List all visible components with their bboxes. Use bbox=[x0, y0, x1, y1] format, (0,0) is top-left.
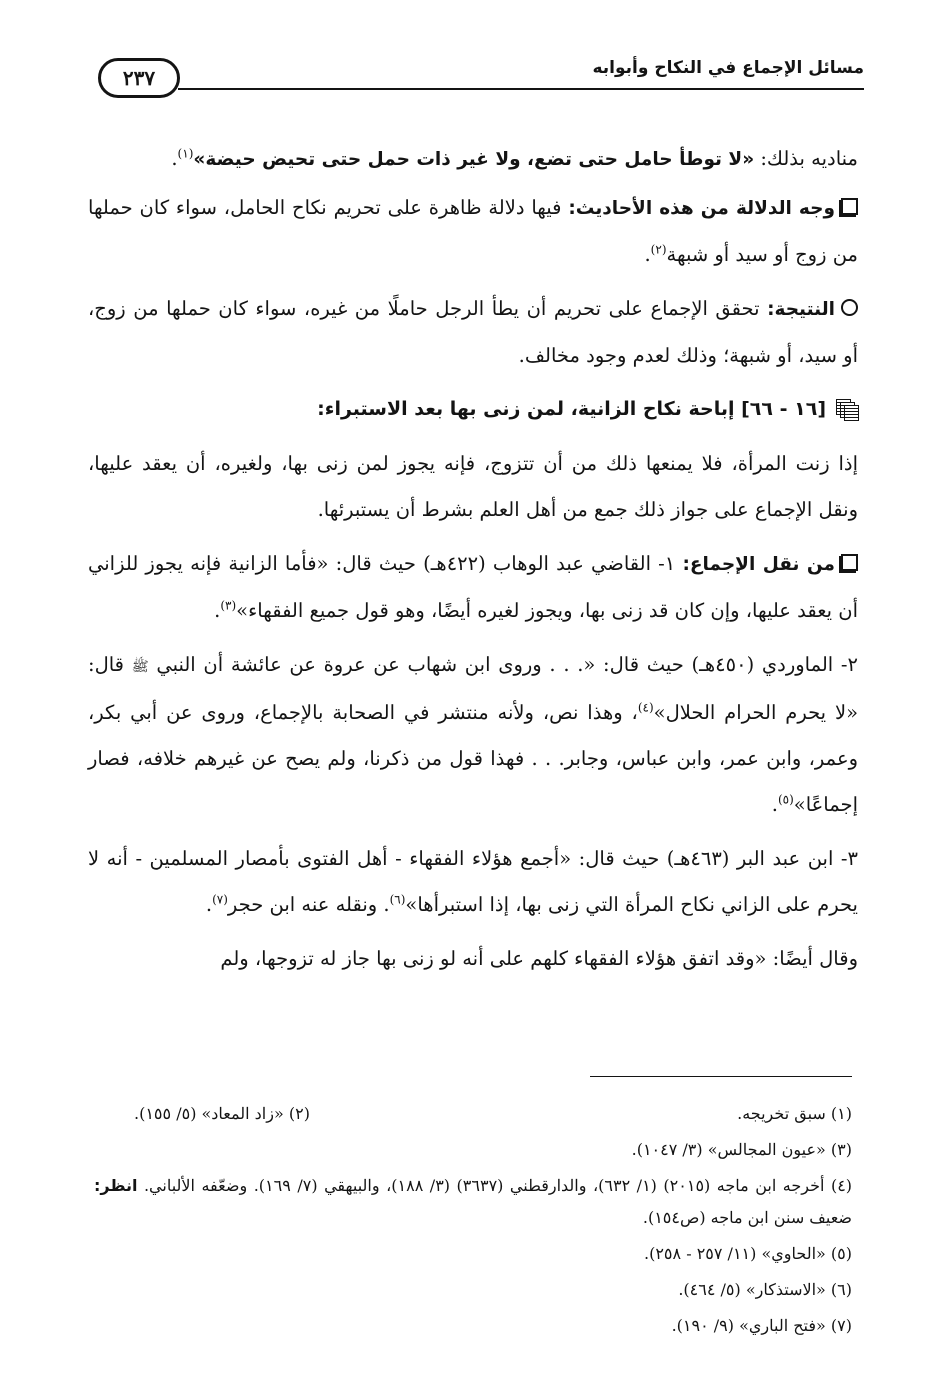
p4-text: إذا زنت المرأة، فلا يمنعها ذلك من أن تتزوج، فإنه يجوز لمن زنى بها، ولغيره، أن يعقد عليها، ونقل الإجماع على جواز ذلك جمع من أهل العلم بشرط أن يستبرئها. bbox=[88, 452, 858, 521]
paragraph-1 bbox=[88, 136, 858, 183]
page-number: ٢٣٧ bbox=[98, 58, 180, 98]
p2-text: فيها دلالة ظاهرة على تحريم نكاح الحامل، سواء كان حملها من زوج أو سيد أو شبهة bbox=[88, 196, 858, 266]
footnote-row-1-2 bbox=[94, 1098, 852, 1134]
footnote-5-text: (٥) «الحاوي» (١١/ ٢٥٧ - ٢٥٨). bbox=[644, 1244, 852, 1263]
footnote-ref-1: (١) bbox=[177, 146, 194, 161]
footnote-7-text: (٧) «فتح الباري» (٩/ ١٩٠). bbox=[671, 1316, 852, 1335]
running-title: مسائل الإجماع في النكاح وأبوابه bbox=[592, 58, 864, 78]
paragraph-3 bbox=[88, 286, 858, 379]
p2-end: . bbox=[644, 243, 651, 266]
stacked-pages-icon bbox=[836, 399, 858, 419]
p6-text-b: قال: «لا يحرم الحرام الحلال» bbox=[88, 653, 859, 724]
p8-text: وقال أيضًا: «وقد اتفق هؤلاء الفقهاء كلهم على أنه لو زنى بها جاز له تزوجها، ولم bbox=[220, 947, 858, 970]
p7-text-b: . ونقله عنه ابن حجر bbox=[227, 893, 390, 916]
paragraph-4 bbox=[88, 441, 858, 533]
circle-bullet-icon bbox=[841, 299, 858, 316]
footnote-ref-7: (٧) bbox=[212, 892, 228, 907]
footnote-7 bbox=[94, 1310, 852, 1346]
footnote-1: (١) سبق تخريجه. bbox=[737, 1104, 852, 1123]
paragraph-2 bbox=[88, 185, 858, 278]
footnote-ref-6: (٦) bbox=[389, 892, 406, 907]
paragraph-8 bbox=[88, 936, 858, 982]
p3-lead: النتيجة: bbox=[767, 299, 835, 320]
p5-text: ١- القاضي عبد الوهاب (٤٢٢هـ) حيث قال: «فأما الزانية فإنه يجوز للزاني أن يعقد عليها، وإن كان قد زنى بها، ويجوز لغيره أيضًا، وهو قول جميع الفقهاء» bbox=[88, 552, 858, 622]
pbuh-glyph: ﷺ bbox=[131, 659, 149, 675]
header-rule bbox=[178, 88, 864, 90]
footnote-5 bbox=[94, 1238, 852, 1274]
p1-text: مناديه بذلك: bbox=[754, 147, 858, 170]
footnote-4-rest: ضعيف سنن ابن ماجه (ص١٥٤). bbox=[642, 1208, 852, 1227]
footnote-3 bbox=[94, 1134, 852, 1170]
footnote-6 bbox=[94, 1274, 852, 1310]
p1-hadith-quote: «لا توطأ حامل حتى تضع، ولا غير ذات حمل حتى تحيض حيضة» bbox=[193, 149, 755, 170]
p7-end: . bbox=[205, 893, 213, 916]
paragraph-6 bbox=[88, 642, 858, 828]
page-header bbox=[98, 52, 864, 98]
p7-text-a: ٣- ابن عبد البر (٤٦٣هـ) حيث قال: «أجمع هؤلاء الفقهاء - أهل الفتوى بأمصار المسلمين - أنه لا يحرم على الزاني نكاح المرأة التي زنى بها، إذا استبرأها» bbox=[88, 847, 858, 916]
main-text bbox=[88, 136, 858, 990]
section-heading bbox=[88, 387, 858, 431]
p6-end: . bbox=[771, 793, 778, 816]
section-heading-text: [١٦ - ٦٦] إباحة نكاح الزانية، لمن زنى بها بعد الاستبراء: bbox=[317, 398, 826, 420]
paragraph-7 bbox=[88, 836, 858, 928]
footnote-separator bbox=[590, 1076, 852, 1077]
footnote-3-text: (٣) «عيون المجالس» (٣/ ١٠٤٧). bbox=[631, 1140, 852, 1159]
p3-text: تحقق الإجماع على تحريم أن يطأ الرجل حاملًا من غيره، سواء كان حملها من زوج، أو سيد، أو شبهة؛ وذلك لعدم وجود مخالف. bbox=[88, 297, 858, 367]
paragraph-5 bbox=[88, 541, 858, 634]
footnote-ref-2: (٢) bbox=[650, 242, 667, 257]
footnotes bbox=[94, 1098, 852, 1346]
footnote-ref-5: (٥) bbox=[777, 792, 794, 807]
footnote-ref-3: (٣) bbox=[220, 598, 237, 613]
p5-end: . bbox=[214, 599, 221, 622]
p6-text-a: ٢- الماوردي (٤٥٠هـ) حيث قال: «. . . وروى ابن شهاب عن عروة عن عائشة أن النبي bbox=[148, 653, 858, 676]
footnote-4 bbox=[94, 1170, 852, 1234]
square-bullet-icon bbox=[841, 554, 858, 571]
footnote-2: (٢) «زاد المعاد» (٥/ ١٥٥). bbox=[134, 1104, 310, 1123]
footnote-ref-4: (٤) bbox=[637, 700, 654, 715]
p6-text-c: ، وهذا نص، ولأنه منتشر في الصحابة بالإجماع، وروى عن أبي بكر، وعمر، وابن عمر، وابن عباس، وجابر. . . فهذا قول من ذكرنا، ولم يصح عن غيرهم خلافه، فصار إجماعًا» bbox=[88, 701, 858, 816]
footnote-6-text: (٦) «الاستذكار» (٥/ ٤٦٤). bbox=[678, 1280, 852, 1299]
footnote-4-text: (٤) أخرجه ابن ماجه (٢٠١٥) (١/ ٦٣٢)، والدارقطني (٣٦٣٧) (٣/ ١٨٨)، والبيهقي (٧/ ١٦٩). وضعّفه الألباني. bbox=[137, 1176, 853, 1195]
p2-lead: وجه الدلالة من هذه الأحاديث: bbox=[568, 198, 835, 219]
footnote-4-see: انظر: bbox=[94, 1176, 138, 1195]
p5-lead: من نقل الإجماع: bbox=[682, 554, 835, 575]
square-bullet-icon bbox=[841, 198, 858, 215]
p1-end: . bbox=[171, 147, 178, 170]
